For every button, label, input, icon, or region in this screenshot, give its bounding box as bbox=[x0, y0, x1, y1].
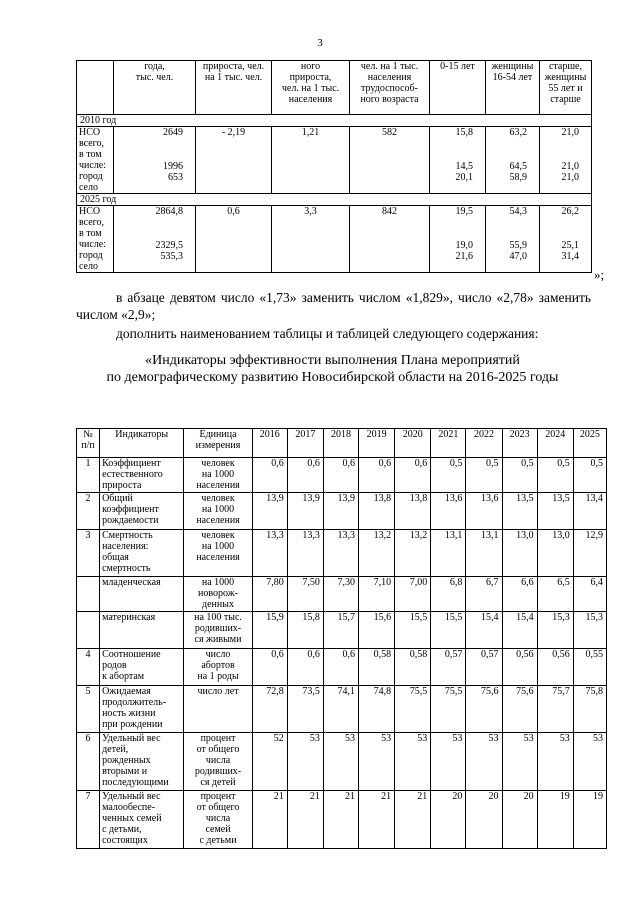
header-year: 2022 bbox=[466, 429, 502, 458]
table-row bbox=[77, 612, 607, 649]
value-cell: 15,8 bbox=[287, 612, 323, 649]
value-cell: 75,8 bbox=[573, 686, 606, 733]
indicator-name: Удельный вес детей, рожденных вторыми и последующими bbox=[100, 733, 184, 791]
unit-cell: человек на 1000 населения bbox=[184, 530, 252, 577]
value-cell: 13,5 bbox=[537, 493, 573, 530]
value-cell: 0,56 bbox=[502, 649, 537, 686]
value-cell: 0,5 bbox=[502, 458, 537, 493]
value-cell: 13,3 bbox=[323, 530, 358, 577]
value-cell: 53 bbox=[573, 733, 606, 791]
year-row bbox=[77, 115, 592, 127]
value-cell: 13,1 bbox=[431, 530, 466, 577]
value-cell: 15,7 bbox=[323, 612, 358, 649]
paragraph-amendment: в абзаце девятом число «1,73» заменить числом «1,829», число «2,78» заменить числом «2,9»; bbox=[76, 290, 591, 322]
table-row bbox=[77, 493, 607, 530]
value-cell: 53 bbox=[395, 733, 431, 791]
value-cell: 72,8 bbox=[252, 686, 287, 733]
value-cell: 20 bbox=[466, 791, 502, 849]
quote-end-mark: »; bbox=[594, 267, 605, 282]
table-title-line2: по демографическому развитию Новосибирской области на 2016-2025 годы bbox=[106, 370, 559, 385]
value-cell: 13,9 bbox=[252, 493, 287, 530]
table-row bbox=[77, 577, 607, 612]
table-row bbox=[77, 791, 607, 849]
value-cell: 21 bbox=[323, 791, 358, 849]
value-cell: 75,6 bbox=[466, 686, 502, 733]
value-cell: 53 bbox=[431, 733, 466, 791]
indicator-name: Удельный вес малообеспе- ченных семей с детьми, состоящих bbox=[100, 791, 184, 849]
unit-cell: на 100 тыс. родивших- ся живыми bbox=[184, 612, 252, 649]
header-cell: ного прироста, чел. на 1 тыс. населения bbox=[272, 61, 350, 115]
header-year: 2020 bbox=[395, 429, 431, 458]
value-cell: 0,6 bbox=[196, 206, 272, 273]
value-cell: 19,5 19,0 21,6 bbox=[430, 206, 486, 273]
unit-cell: человек на 1000 населения bbox=[184, 493, 252, 530]
header-unit: Единица измерения bbox=[184, 429, 252, 458]
header-cell: прироста, чел. на 1 тыс. чел. bbox=[196, 61, 272, 115]
value-cell: 13,3 bbox=[252, 530, 287, 577]
value-cell: 0,6 bbox=[359, 458, 395, 493]
header-cell: чел. на 1 тыс. населения трудоспособ- ного возраста bbox=[350, 61, 430, 115]
value-cell: 7,30 bbox=[323, 577, 358, 612]
value-cell: 0,56 bbox=[537, 649, 573, 686]
value-cell: 6,7 bbox=[466, 577, 502, 612]
row-number: 2 bbox=[77, 493, 100, 530]
value-cell: 0,58 bbox=[359, 649, 395, 686]
value-cell: 15,8 14,5 20,1 bbox=[430, 127, 486, 194]
value-cell: 0,55 bbox=[573, 649, 606, 686]
value-cell: 15,3 bbox=[573, 612, 606, 649]
value-cell: 0,5 bbox=[537, 458, 573, 493]
value-cell: 0,5 bbox=[431, 458, 466, 493]
header-year: 2016 bbox=[252, 429, 287, 458]
indicators-table bbox=[76, 428, 607, 849]
value-cell: 20 bbox=[502, 791, 537, 849]
indicator-name: материнская bbox=[100, 612, 184, 649]
table-row bbox=[77, 127, 592, 194]
value-cell: 21 bbox=[395, 791, 431, 849]
table-row bbox=[77, 649, 607, 686]
value-cell: 3,3 bbox=[272, 206, 350, 273]
year-row bbox=[77, 194, 592, 206]
year-label: 2025 год bbox=[77, 194, 592, 206]
value-cell: 0,5 bbox=[573, 458, 606, 493]
value-cell: 52 bbox=[252, 733, 287, 791]
value-cell: 13,5 bbox=[502, 493, 537, 530]
table-row bbox=[77, 458, 607, 493]
header-year: 2023 bbox=[502, 429, 537, 458]
value-cell: 75,6 bbox=[502, 686, 537, 733]
value-cell: 7,00 bbox=[395, 577, 431, 612]
row-number bbox=[77, 577, 100, 612]
value-cell: 0,6 bbox=[287, 649, 323, 686]
value-cell: 0,6 bbox=[323, 458, 358, 493]
year-label: 2010 год bbox=[77, 115, 592, 127]
value-cell: 15,6 bbox=[359, 612, 395, 649]
value-cell: 13,0 bbox=[502, 530, 537, 577]
population-table bbox=[76, 60, 592, 273]
value-cell: 0,6 bbox=[323, 649, 358, 686]
header-year: 2017 bbox=[287, 429, 323, 458]
value-cell: 21,0 21,0 21,0 bbox=[540, 127, 592, 194]
value-cell: 13,6 bbox=[431, 493, 466, 530]
value-cell: - 2,19 bbox=[196, 127, 272, 194]
value-cell: 15,9 bbox=[252, 612, 287, 649]
table-header-row bbox=[77, 61, 592, 115]
value-cell: 53 bbox=[502, 733, 537, 791]
value-cell: 20 bbox=[431, 791, 466, 849]
unit-cell: число лет bbox=[184, 686, 252, 733]
value-cell: 0,57 bbox=[431, 649, 466, 686]
value-cell: 21 bbox=[359, 791, 395, 849]
value-cell: 13,2 bbox=[395, 530, 431, 577]
value-cell: 13,9 bbox=[323, 493, 358, 530]
value-cell: 53 bbox=[359, 733, 395, 791]
row-number: 5 bbox=[77, 686, 100, 733]
header-num: № п/п bbox=[77, 429, 100, 458]
header-cell: женщины 16-54 лет bbox=[486, 61, 540, 115]
value-cell: 15,3 bbox=[537, 612, 573, 649]
row-number bbox=[77, 612, 100, 649]
table-row bbox=[77, 686, 607, 733]
value-cell: 0,6 bbox=[287, 458, 323, 493]
value-cell: 7,80 bbox=[252, 577, 287, 612]
table-row bbox=[77, 530, 607, 577]
value-cell: 13,1 bbox=[466, 530, 502, 577]
value-cell: 842 bbox=[350, 206, 430, 273]
value-cell: 63,2 64,5 58,9 bbox=[486, 127, 540, 194]
indicator-name: Соотношение родов к абортам bbox=[100, 649, 184, 686]
table-title-line1: «Индикаторы эффективности выполнения Плана мероприятий bbox=[145, 353, 520, 368]
header-cell: старше, женщины 55 лет и старше bbox=[540, 61, 592, 115]
unit-cell: процент от общего числа родивших- ся детей bbox=[184, 733, 252, 791]
header-year: 2021 bbox=[431, 429, 466, 458]
row-number: 1 bbox=[77, 458, 100, 493]
value-cell: 6,4 bbox=[573, 577, 606, 612]
unit-cell: человек на 1000 населения bbox=[184, 458, 252, 493]
header-cell: года, тыс. чел. bbox=[114, 61, 196, 115]
value-cell: 75,7 bbox=[537, 686, 573, 733]
value-cell: 0,5 bbox=[466, 458, 502, 493]
value-cell: 12,9 bbox=[573, 530, 606, 577]
value-cell: 21 bbox=[252, 791, 287, 849]
unit-cell: число абортов на 1 роды bbox=[184, 649, 252, 686]
value-cell: 6,5 bbox=[537, 577, 573, 612]
header-indicator: Индикаторы bbox=[100, 429, 184, 458]
table-header-row bbox=[77, 429, 607, 458]
indicator-name: Общий коэффициент рождаемости bbox=[100, 493, 184, 530]
value-cell: 75,5 bbox=[431, 686, 466, 733]
indicators-body bbox=[77, 458, 607, 849]
header-year: 2018 bbox=[323, 429, 358, 458]
unit-cell: на 1000 новорож- денных bbox=[184, 577, 252, 612]
value-cell: 19 bbox=[537, 791, 573, 849]
value-cell: 75,5 bbox=[395, 686, 431, 733]
value-cell: 0,6 bbox=[395, 458, 431, 493]
value-cell: 15,5 bbox=[431, 612, 466, 649]
value-cell: 53 bbox=[537, 733, 573, 791]
value-cell: 73,5 bbox=[287, 686, 323, 733]
page-number: 3 bbox=[317, 37, 323, 49]
value-cell: 6,6 bbox=[502, 577, 537, 612]
value-cell: 15,4 bbox=[466, 612, 502, 649]
value-cell: 7,50 bbox=[287, 577, 323, 612]
value-cell: 0,58 bbox=[395, 649, 431, 686]
value-cell: 13,0 bbox=[537, 530, 573, 577]
indicator-name: Ожидаемая продолжитель- ность жизни при рождении bbox=[100, 686, 184, 733]
population-cell: 2864,8 2329,5 535,3 bbox=[114, 206, 196, 273]
indicator-name: младенческая bbox=[100, 577, 184, 612]
value-cell: 26,2 25,1 31,4 bbox=[540, 206, 592, 273]
value-cell: 6,8 bbox=[431, 577, 466, 612]
population-cell: 2649 1996 653 bbox=[114, 127, 196, 194]
paragraph-addition: дополнить наименованием таблицы и таблицей следующего содержания: bbox=[116, 326, 539, 341]
value-cell: 13,8 bbox=[395, 493, 431, 530]
table-row bbox=[77, 733, 607, 791]
value-cell: 13,6 bbox=[466, 493, 502, 530]
row-number: 4 bbox=[77, 649, 100, 686]
row-number: 6 bbox=[77, 733, 100, 791]
value-cell: 0,6 bbox=[252, 649, 287, 686]
header-year: 2024 bbox=[537, 429, 573, 458]
header-year: 2019 bbox=[359, 429, 395, 458]
row-number: 7 bbox=[77, 791, 100, 849]
value-cell: 1,21 bbox=[272, 127, 350, 194]
value-cell: 21 bbox=[287, 791, 323, 849]
value-cell: 0,6 bbox=[252, 458, 287, 493]
value-cell: 13,2 bbox=[359, 530, 395, 577]
value-cell: 53 bbox=[323, 733, 358, 791]
value-cell: 15,5 bbox=[395, 612, 431, 649]
indicator-name: Смертность населения: общая смертность bbox=[100, 530, 184, 577]
row-number: 3 bbox=[77, 530, 100, 577]
value-cell: 7,10 bbox=[359, 577, 395, 612]
value-cell: 13,4 bbox=[573, 493, 606, 530]
header-cell bbox=[77, 61, 114, 115]
value-cell: 74,8 bbox=[359, 686, 395, 733]
value-cell: 15,4 bbox=[502, 612, 537, 649]
unit-cell: процент от общего числа семей с детьми bbox=[184, 791, 252, 849]
value-cell: 582 bbox=[350, 127, 430, 194]
header-year: 2025 bbox=[573, 429, 606, 458]
table-row bbox=[77, 206, 592, 273]
value-cell: 53 bbox=[466, 733, 502, 791]
region-label: НСО всего, в том числе: город село bbox=[77, 206, 114, 273]
value-cell: 0,57 bbox=[466, 649, 502, 686]
value-cell: 13,9 bbox=[287, 493, 323, 530]
value-cell: 19 bbox=[573, 791, 606, 849]
value-cell: 13,3 bbox=[287, 530, 323, 577]
value-cell: 53 bbox=[287, 733, 323, 791]
value-cell: 13,8 bbox=[359, 493, 395, 530]
region-label: НСО всего, в том числе: город село bbox=[77, 127, 114, 194]
indicator-name: Коэффициент естественного прироста bbox=[100, 458, 184, 493]
value-cell: 74,1 bbox=[323, 686, 358, 733]
value-cell: 54,3 55,9 47,0 bbox=[486, 206, 540, 273]
header-cell: 0-15 лет bbox=[430, 61, 486, 115]
